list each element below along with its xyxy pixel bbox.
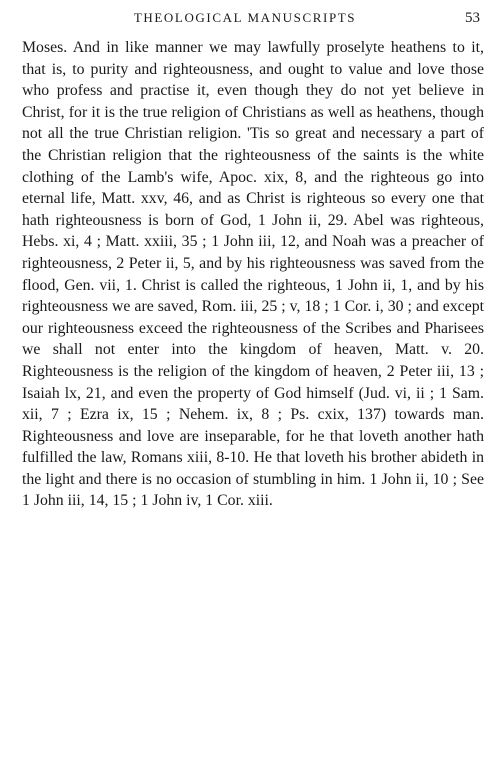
running-title: THEOLOGICAL MANUSCRIPTS	[133, 10, 357, 25]
running-head	[0, 10, 500, 30]
page-number: 53	[465, 10, 480, 26]
body-paragraph: Moses. And in like manner we may lawfully proselyte heathens to it, that is, to purity and righteousness, and ought to value and love those who profess and practise it, even though they do not yet believe in Christ, for it is the true religion of Christians as well as heathens, though not all the true Christian religion. 'Tis so great and necessary a part of the Christian religion that the righteousness of the saints is the white clothing of the Lamb's wife, Apoc. xix, 8, and the righteous go into eternal life, Matt. xxv, 46, and as Christ is righteous so every one that hath righteousness is born of God, 1 John ii, 29. Abel was righteous, Hebs. xi, 4 ; Matt. xxiii, 35 ; 1 John iii, 12, and Noah was a preacher of righteousness, 2 Peter ii, 5, and by his righteousness was saved from the flood, Gen. vii, 1. Christ is called the righteous, 1 John ii, 1, and by his righteousness we are saved, Rom. iii, 25 ; v, 18 ; 1 Cor. i, 30 ; and except our righteousness exceed the righteousness of the Scribes and Pharisees we shall not enter into the kingdom of heaven, Matt. v. 20. Righteousness is the religion of the kingdom of heaven, 2 Peter iii, 13 ; Isaiah lx, 21, and even the property of God himself (Jud. vi, ii ; 1 Sam. xii, 7 ; Ezra ix, 15 ; Nehem. ix, 8 ; Ps. cxix, 137) towards man. Righteousness and love are inseparable, for he that loveth another hath fulfilled the law, Romans xiii, 8-10. He that loveth his brother abideth in the light and there is no occasion of stumbling in him. 1 John ii, 10 ; See 1 John iii, 14, 15 ; 1 John iv, 1 Cor. xiii.	[22, 39, 484, 510]
